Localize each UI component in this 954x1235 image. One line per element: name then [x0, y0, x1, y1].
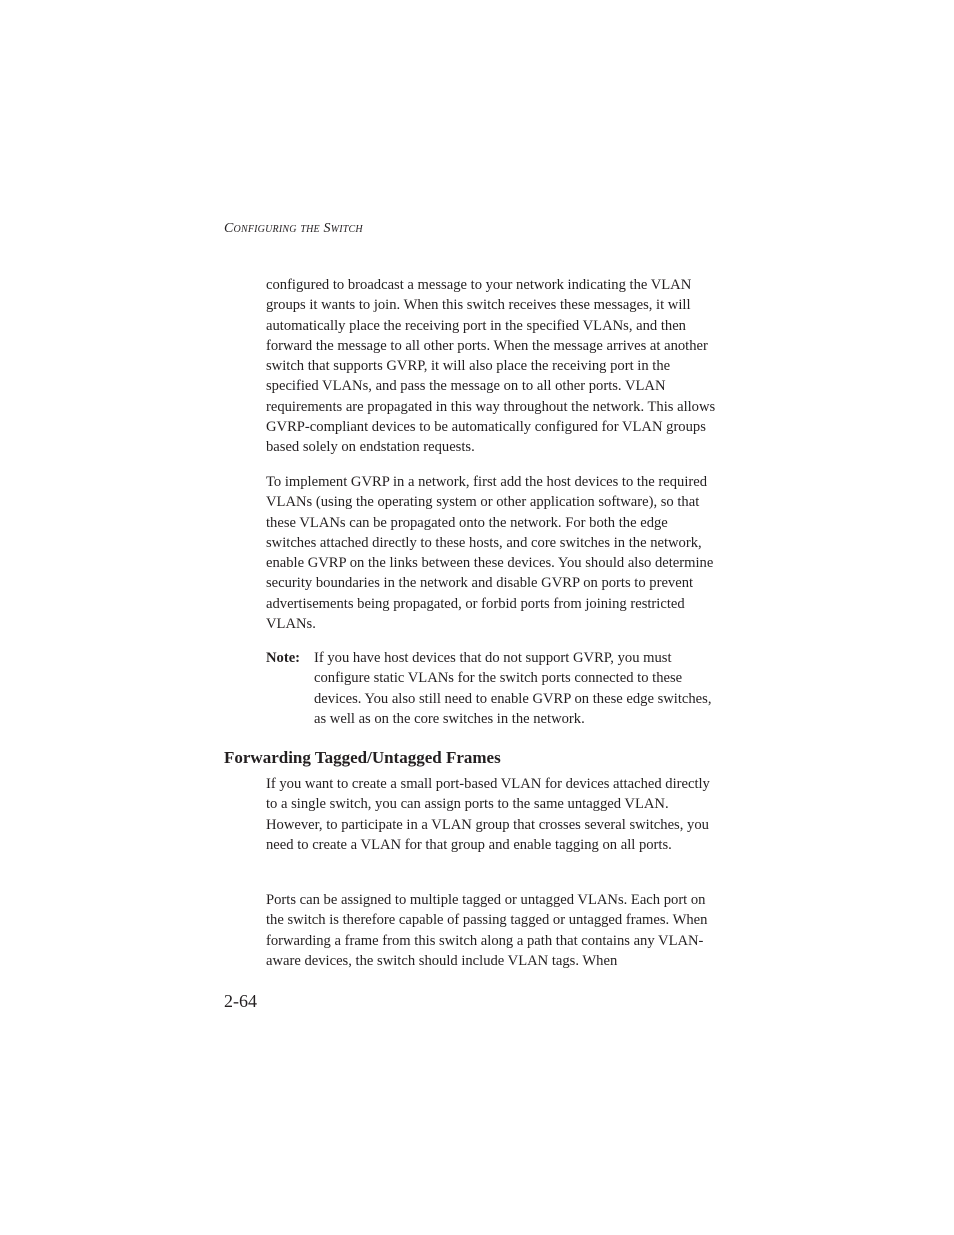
- body-paragraph-port-based-vlan: [266, 774, 718, 855]
- paragraph-text: Ports can be assigned to multiple tagged or untagged VLANs. Each port on the switch is therefore capable of passing tagged or untagged frames. When forwarding a frame from this switch along a path that contains any VLAN-aware devices, the switch should include VLAN tags. When: [266, 892, 708, 969]
- body-paragraph-tagged-untagged: [266, 890, 718, 971]
- note-label: Note:: [266, 650, 301, 666]
- body-paragraph-gvrp-broadcast: [266, 275, 718, 458]
- body-paragraph-gvrp-implement: [266, 472, 718, 634]
- page-number: 2-64: [224, 991, 257, 1011]
- section-heading: Forwarding Tagged/Untagged Frames: [224, 748, 501, 767]
- running-header: Configuring the Switch: [224, 221, 363, 236]
- paragraph-text: To implement GVRP in a network, first add the host devices to the required VLANs (using the operating system or other application software), so that these VLANs can be propagated onto the network. For both the edge switches attached directly to these hosts, and core switches in the network, enable GVRP on the links between these devices. You should also determine security boundaries in the network and disable GVRP on ports to prevent advertisements being propagated, or forbid ports from joining restricted VLANs.: [266, 474, 714, 633]
- note-block: [266, 648, 718, 729]
- note-text: If you have host devices that do not support GVRP, you must configure static VLANs for the switch ports connected to these devices. You also still need to enable GVRP on these edge switches, as well as on the core switches in the network.: [314, 650, 712, 727]
- paragraph-text: configured to broadcast a message to your network indicating the VLAN groups it wants to join. When this switch receives these messages, it will automatically place the receiving port in the specified VLANs, and then forward the message to all other ports. When the message arrives at another switch that supports GVRP, it will also place the receiving port in the specified VLANs, and pass the message on to all other ports. VLAN requirements are propagated in this way throughout the network. This allows GVRP-compliant devices to be automatically configured for VLAN groups based solely on endstation requests.: [266, 277, 716, 456]
- paragraph-text: If you want to create a small port-based VLAN for devices attached directly to a single switch, you can assign ports to the same untagged VLAN. However, to participate in a VLAN group that crosses several switches, you need to create a VLAN for that group and enable tagging on all ports.: [266, 776, 710, 853]
